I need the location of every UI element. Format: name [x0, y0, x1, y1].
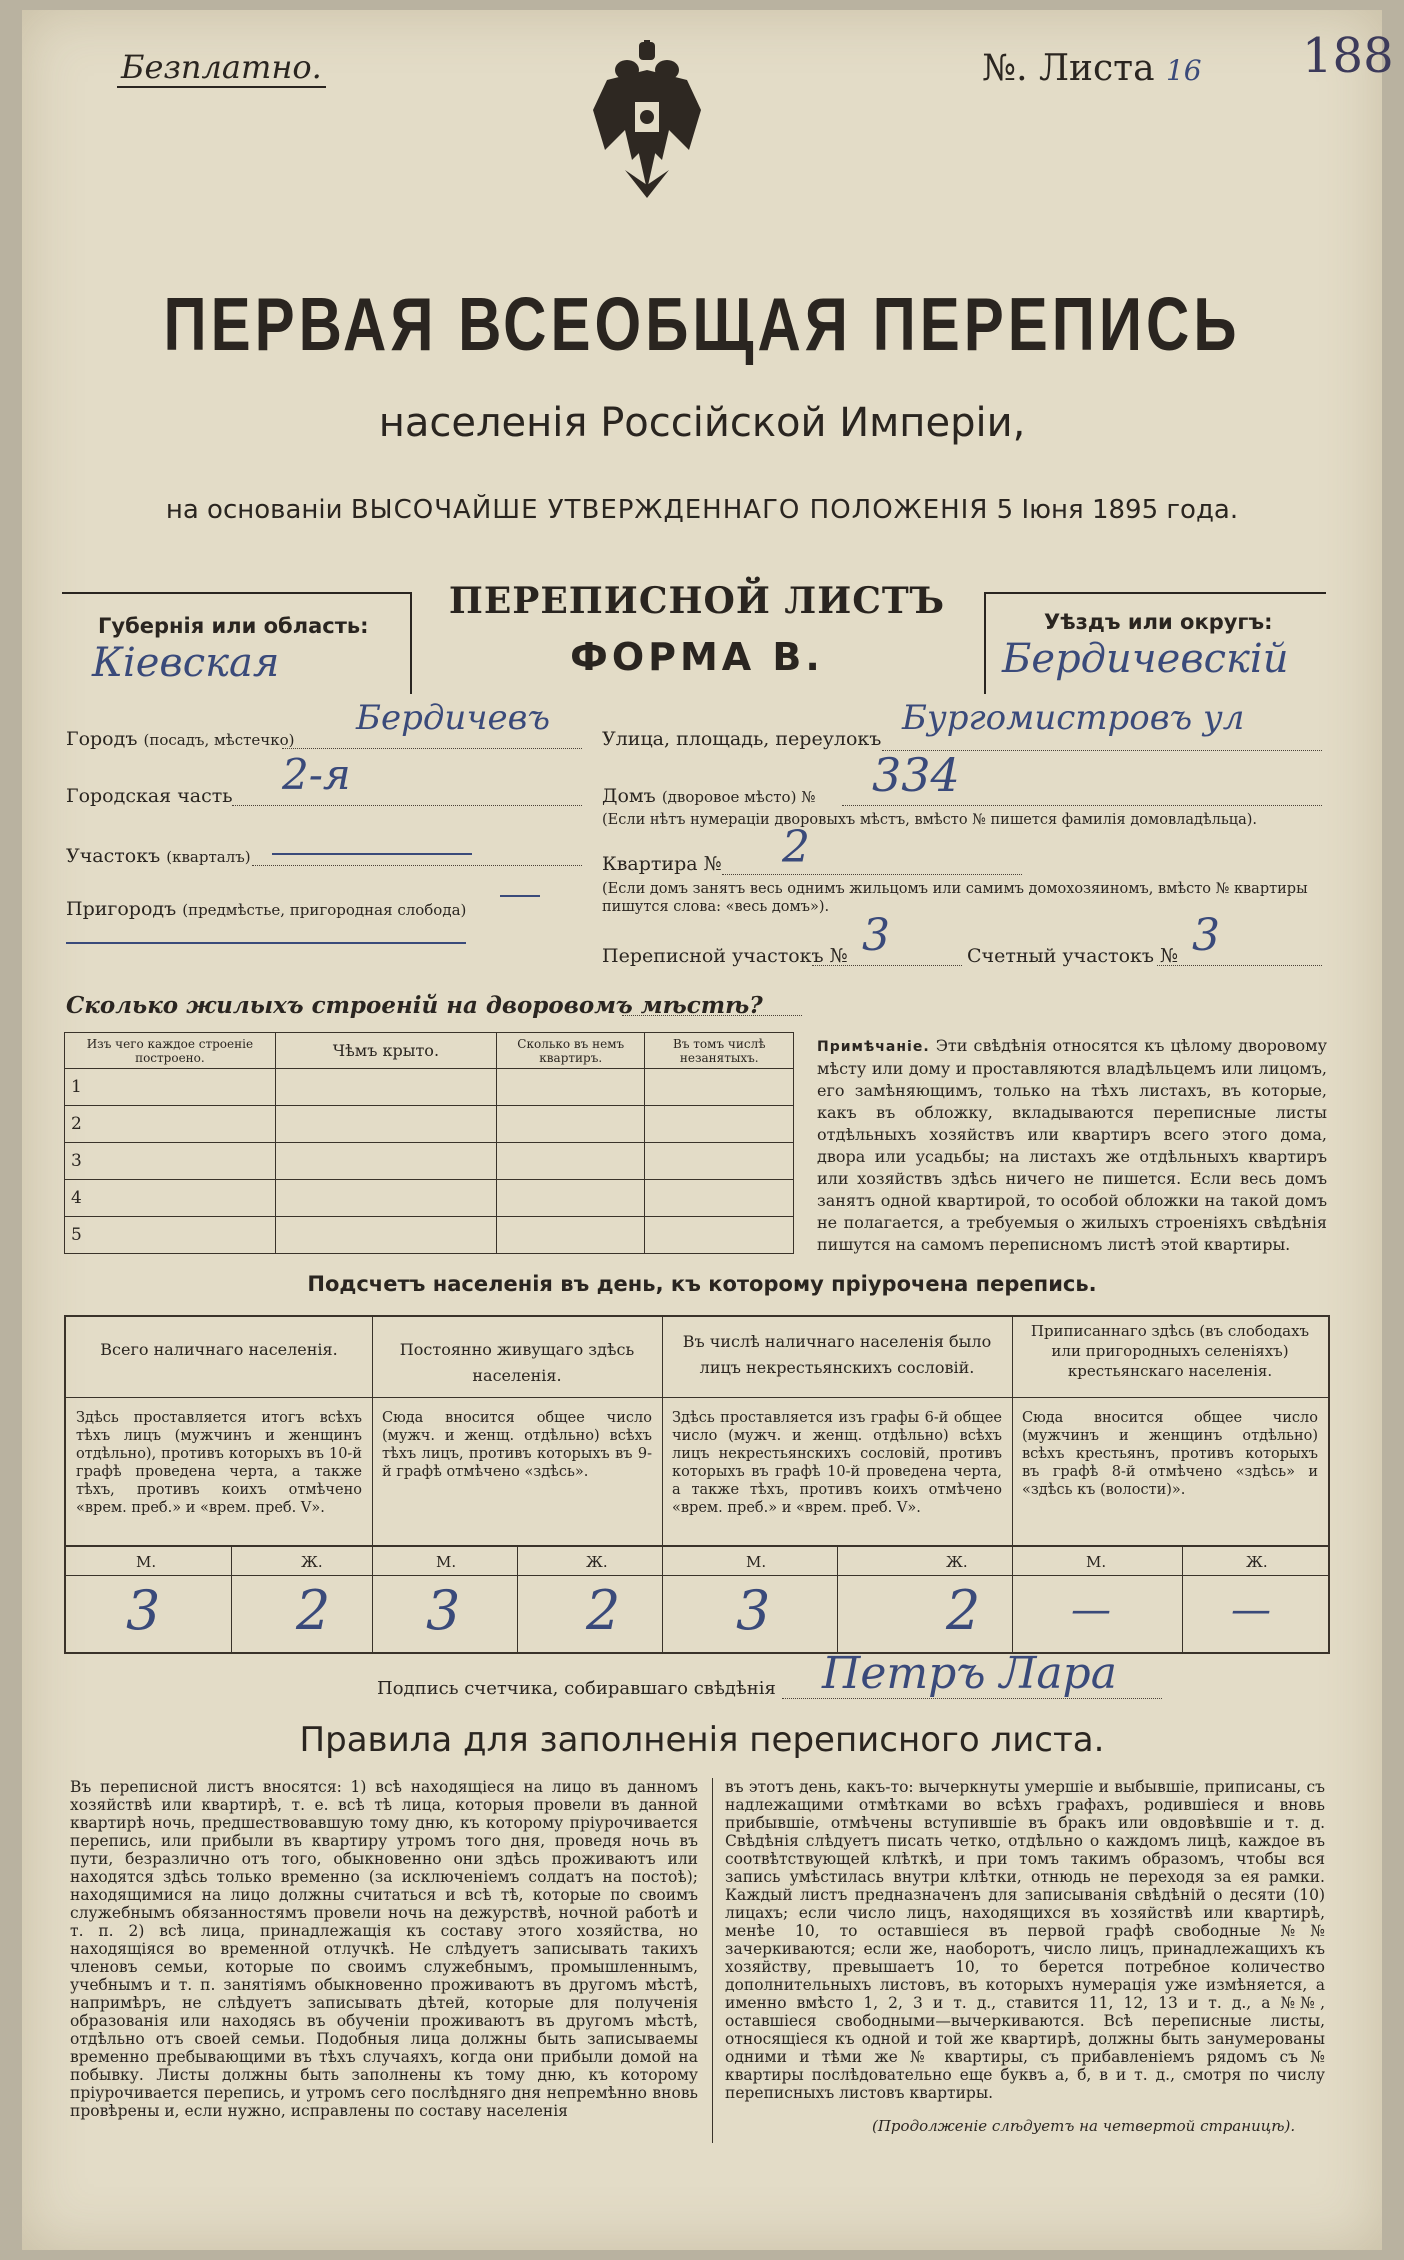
province-value: Кіевская	[92, 640, 280, 686]
district-box	[984, 592, 1326, 694]
table-row	[65, 1069, 794, 1106]
rules-title: Правила для заполненія переписного листа.	[299, 1720, 1105, 1760]
house-line	[842, 805, 1322, 806]
tally-mf-divider	[66, 1545, 1328, 1547]
basis-caps: ВЫСОЧАЙШЕ УТВЕРЖДЕННАГО ПОЛОЖЕНІЯ	[350, 495, 989, 525]
tally-title: Подсчетъ населенія въ день, къ которому пріурочена перепись.	[307, 1272, 1097, 1296]
apartment-line	[722, 874, 1022, 875]
sheet-number-value: 16	[1165, 54, 1202, 87]
city-part-label: Городская часть	[66, 785, 233, 807]
counting-district-line	[1157, 965, 1322, 966]
divider	[517, 1545, 518, 1652]
page-title: ПЕРВАЯ ВСЕОБЩАЯ ПЕРЕПИСЬ	[163, 282, 1241, 367]
divider	[372, 1397, 662, 1398]
basis-line	[22, 495, 1382, 525]
table-row	[65, 1143, 794, 1180]
peasant-f-value: —	[1231, 1587, 1271, 1633]
row-number: 4	[65, 1180, 276, 1217]
row-number: 5	[65, 1217, 276, 1254]
buildings-header-apartments: Сколько въ немъ квартиръ.	[496, 1033, 645, 1069]
street-label: Улица, площадь, переулокъ	[602, 728, 882, 750]
counting-district-value: 3	[1192, 910, 1220, 961]
house-field	[602, 785, 815, 807]
nonpeasant-f-value: 2	[946, 1579, 981, 1642]
tally-col-desc: Сюда вносится общее число (мужч. и женщ. отдѣльно) всѣхъ тѣхъ лицъ, противъ которыхъ въ 9-й графѣ отмѣчено «здѣсь».	[382, 1410, 652, 1480]
signature-value: Петръ Лара	[822, 1648, 1117, 1699]
total-f-value: 2	[296, 1579, 331, 1642]
city-part-line	[232, 805, 582, 806]
rules-right-column: въ этотъ день, какъ-то: вычеркнуты умершіе и выбывшіе, приписаны, съ надлежащими отмѣтками во всѣхъ графахъ, родившіеся и вновь прибывшіе, отмѣчены вступившіе въ бракъ или овдовѣвшіе и т. д. Свѣдѣнія слѣдуетъ писать четко, отдѣльно о каждомъ лицѣ, каждое въ соотвѣтствующей клѣткѣ, и при томъ такимъ образомъ, чтобы вся запись умѣстилась внутри клѣтки, отнюдь не переходя за ея рамки. Каждый листъ предназначенъ для записыванія свѣдѣній о десяти (10) лицахъ; если число лицъ, находящихся въ хозяйствѣ или квартирѣ, менѣе 10, то оставшіеся въ первой графѣ свободные №№ зачеркиваются; если же, наоборотъ, число лицъ, принадлежащихъ къ хозяйству, превышаетъ 10, то берется потребное количество дополнительныхъ листовъ, въ которыхъ нумерація уже измѣняется, а именно вмѣсто 1, 2, 3 и т. д., ставится 11, 12, 13 и т. д., а №№, оставшіеся свободными—вычеркиваются. Всѣ переписные листы, относящіеся къ одной и той же квартирѣ, должны быть занумерованы одними и тѣми же № квартиры, съ прибавленіемъ рядомъ съ № квартиры послѣдовательно еще буквъ а, б, в и т. д., смотря по числу переписныхъ листовъ квартиры.	[725, 1778, 1325, 2102]
f-label: Ж.	[301, 1553, 323, 1571]
signature-label: Подпись счетчика, собиравшаго свѣдѣнія	[377, 1678, 776, 1699]
free-label: Безплатно.	[117, 48, 326, 88]
precinct-hint: (кварталъ)	[166, 848, 251, 866]
city-part-value: 2-я	[282, 750, 351, 799]
city-field	[66, 698, 586, 750]
note-text: Эти свѣдѣнія относятся къ цѣлому дворовому мѣсту или дому и проставляются владѣльцемъ или лицомъ, его замѣняющимъ, только на тѣхъ листахъ, въ которые, какъ въ обложку, вкладываются переписные листы отдѣльныхъ хозяйствъ или квартиръ всего этого дома, двора или усадьбы; на листахъ же отдѣльныхъ квартиръ или хозяйствъ здѣсь ничего не пишется. Если весь домъ занятъ одной квартирой, то особой обложки на такой домъ не полагается, а требуемыя о жилыхъ строеніяхъ свѣдѣнія пишутся на самомъ переписномъ листѣ этой квартиры.	[817, 1036, 1328, 1254]
precinct-field	[66, 845, 251, 867]
census-district-line	[812, 965, 962, 966]
basis-prefix: на основаніи	[165, 495, 343, 525]
census-district-value: 3	[862, 910, 890, 961]
buildings-header-roof: Чѣмъ крыто.	[275, 1033, 496, 1069]
rules-continued: (Продолженіе слѣдуетъ на четвертой страницѣ).	[872, 2117, 1296, 2135]
city-hint: (посадъ, мѣстечко)	[143, 731, 295, 749]
sheet-number	[982, 48, 1202, 89]
basis-date: 5 Іюня 1895 года.	[996, 495, 1239, 525]
total-m-value: 3	[126, 1579, 161, 1642]
m-label: М.	[1086, 1553, 1107, 1571]
imperial-eagle-icon	[587, 40, 707, 200]
census-district-label: Переписной участокъ №	[602, 945, 848, 967]
district-label: Уѣздъ или округъ:	[1044, 610, 1273, 634]
divider	[1012, 1397, 1328, 1398]
district-value: Бердичевскій	[1002, 636, 1289, 682]
tally-col-desc: Здѣсь проставляется итогъ всѣхъ тѣхъ лицъ (мужчинъ и женщинъ отдѣльно), противъ которыхъ въ 10-й графѣ проведена черта, а также тѣхъ, противъ коихъ отмѣчено «врем. преб.» и «врем. преб. V».	[76, 1410, 362, 1516]
page-subtitle: населенія Россійской Имперіи,	[378, 400, 1026, 446]
house-label: Домъ	[602, 785, 656, 807]
f-label: Ж.	[1246, 1553, 1268, 1571]
precinct-dash	[272, 853, 472, 855]
suburb-field	[66, 898, 466, 920]
divider	[231, 1545, 232, 1652]
apartment-value: 2	[782, 822, 810, 873]
buildings-question: Сколько жилыхъ строеній на дворовомъ мѣстѣ?	[66, 992, 763, 1019]
rules-left-column: Въ переписной листъ вносятся: 1) всѣ находящіеся на лицо въ данномъ хозяйствѣ или квартирѣ, т. е. всѣ тѣ лица, которыя провели въ данной квартирѣ ночь, предшествовавшую тому дню, къ которому пріурочивается перепись, или прибыли въ квартиру утромъ того дня, проведя ночь въ пути, безразлично отъ того, обыкновенно они здѣсь проживаютъ или находятся здѣсь только временно (за исключеніемъ солдатъ на постоѣ); находящимися на лицо должны считаться и всѣ тѣ, которые по своимъ служебнымъ обязанностямъ провели ночь на дежурствѣ, ночной работѣ и т. п. 2) всѣ лица, принадлежащія къ составу этого хозяйства, но находящіяся во временной отлучкѣ. Не слѣдуетъ записывать такихъ членовъ семьи, которые по своимъ служебнымъ, промышленнымъ, учебнымъ и т. п. занятіямъ обыкновенно проживаютъ въ другомъ мѣстѣ, напримѣръ, не слѣдуетъ записывать дѣтей, которые для полученія образованія или находясь въ обученіи проживаютъ въ другомъ мѣстѣ, отдѣльно отъ своей семьи. Подобныя лица должны быть записываемы временно пребывающими въ тѣхъ случаяхъ, когда они прибыли домой на побывку. Листы должны быть заполнены къ тому дню, къ которому пріурочивается перепись, и утромъ сего послѣдняго дня непремѣнно вновь провѣрены и, если нужно, исправлены по составу населенія	[70, 1778, 698, 2120]
permanent-m-value: 3	[426, 1579, 461, 1642]
house-note: (Если нѣтъ нумераціи дворовыхъ мѣстъ, вмѣсто № пишется фамилія домовладѣльца).	[602, 812, 1258, 828]
f-label: Ж.	[586, 1553, 608, 1571]
census-sheet	[22, 10, 1394, 2250]
m-label: М.	[746, 1553, 767, 1571]
buildings-header-vacant: Въ томъ числѣ незанятыхъ.	[645, 1033, 794, 1069]
buildings-table	[64, 1032, 794, 1254]
rules-divider	[712, 1778, 713, 2143]
form-name: ПЕРЕПИСНОЙ ЛИСТЪ	[448, 580, 946, 622]
note-block	[817, 1035, 1327, 1256]
tally-col-head: Всего наличнаго населенія.	[100, 1340, 338, 1359]
city-line	[282, 748, 582, 749]
m-label: М.	[436, 1553, 457, 1571]
nonpeasant-m-value: 3	[736, 1579, 771, 1642]
tally-col-head: Въ числѣ наличнаго населенія было лицъ некрестьянскихъ сословій.	[682, 1332, 992, 1377]
house-value: 334	[872, 748, 960, 802]
sheet-number-label: №. Листа	[982, 48, 1155, 89]
tally-mf-divider-2	[66, 1575, 1328, 1576]
street-value: Бургомистровъ ул	[902, 698, 1245, 738]
m-label: М.	[136, 1553, 157, 1571]
suburb-hint: (предмѣстье, пригородная слобода)	[182, 901, 467, 919]
suburb-dash	[500, 895, 540, 897]
buildings-header-material: Изъ чего каждое строеніе построено.	[65, 1033, 276, 1069]
note-title: Примѣчаніе.	[817, 1039, 930, 1055]
apartment-label: Квартира №	[602, 853, 722, 875]
precinct-line	[252, 865, 582, 866]
permanent-f-value: 2	[586, 1579, 621, 1642]
city-label: Городъ	[66, 728, 138, 750]
f-label: Ж.	[946, 1553, 968, 1571]
province-label: Губернія или область:	[98, 614, 369, 638]
suburb-label: Пригородъ	[66, 898, 177, 920]
suburb-long-dash	[66, 942, 466, 944]
tally-col-head: Постоянно живущаго здѣсь населенія.	[399, 1340, 635, 1385]
city-value: Бердичевъ	[356, 698, 551, 738]
tally-col-head: Приписаннаго здѣсь (въ слободахъ или пригородныхъ селеніяхъ) крестьянскаго населенія.	[1030, 1322, 1310, 1380]
divider	[837, 1545, 838, 1652]
province-box	[62, 592, 412, 694]
house-hint: (дворовое мѣсто) №	[661, 788, 816, 806]
table-row	[65, 1106, 794, 1143]
peasant-m-value: —	[1071, 1587, 1111, 1633]
table-row	[65, 1217, 794, 1254]
divider	[1182, 1545, 1183, 1652]
form-letter: ФОРМА В.	[570, 635, 824, 679]
divider	[662, 1397, 1012, 1398]
apartment-note: (Если домъ занятъ весь однимъ жильцомъ или самимъ домохозяиномъ, вмѣсто № квартиры пишутся слова: «весь домъ»).	[602, 881, 1308, 915]
tally-col-desc: Сюда вносится общее число (мужчинъ и женщинъ отдѣльно) всѣхъ крестьянъ, противъ которыхъ въ графѣ 8-й отмѣчено «здѣсь» и «здѣсь къ (волости)».	[1022, 1410, 1318, 1498]
precinct-label: Участокъ	[66, 845, 161, 867]
table-row	[65, 1180, 794, 1217]
row-number: 3	[65, 1143, 276, 1180]
tally-box	[64, 1315, 1330, 1654]
counting-district-label: Счетный участокъ №	[967, 945, 1178, 967]
tally-col-desc: Здѣсь проставляется изъ графы 6-й общее число (мужч. и женщ. отдѣльно) всѣхъ лицъ некрестьянскихъ сословій, противъ которыхъ въ графѣ 10-й проведена черта, а также тѣхъ, противъ коихъ отмѣчено «врем. преб.» и «врем. преб. V».	[672, 1410, 1002, 1516]
row-number: 1	[65, 1069, 276, 1106]
tally-col-peasant	[1012, 1317, 1328, 1652]
divider	[66, 1397, 372, 1398]
archive-number: 188	[1302, 28, 1394, 84]
row-number: 2	[65, 1106, 276, 1143]
buildings-question-line	[622, 1015, 802, 1016]
